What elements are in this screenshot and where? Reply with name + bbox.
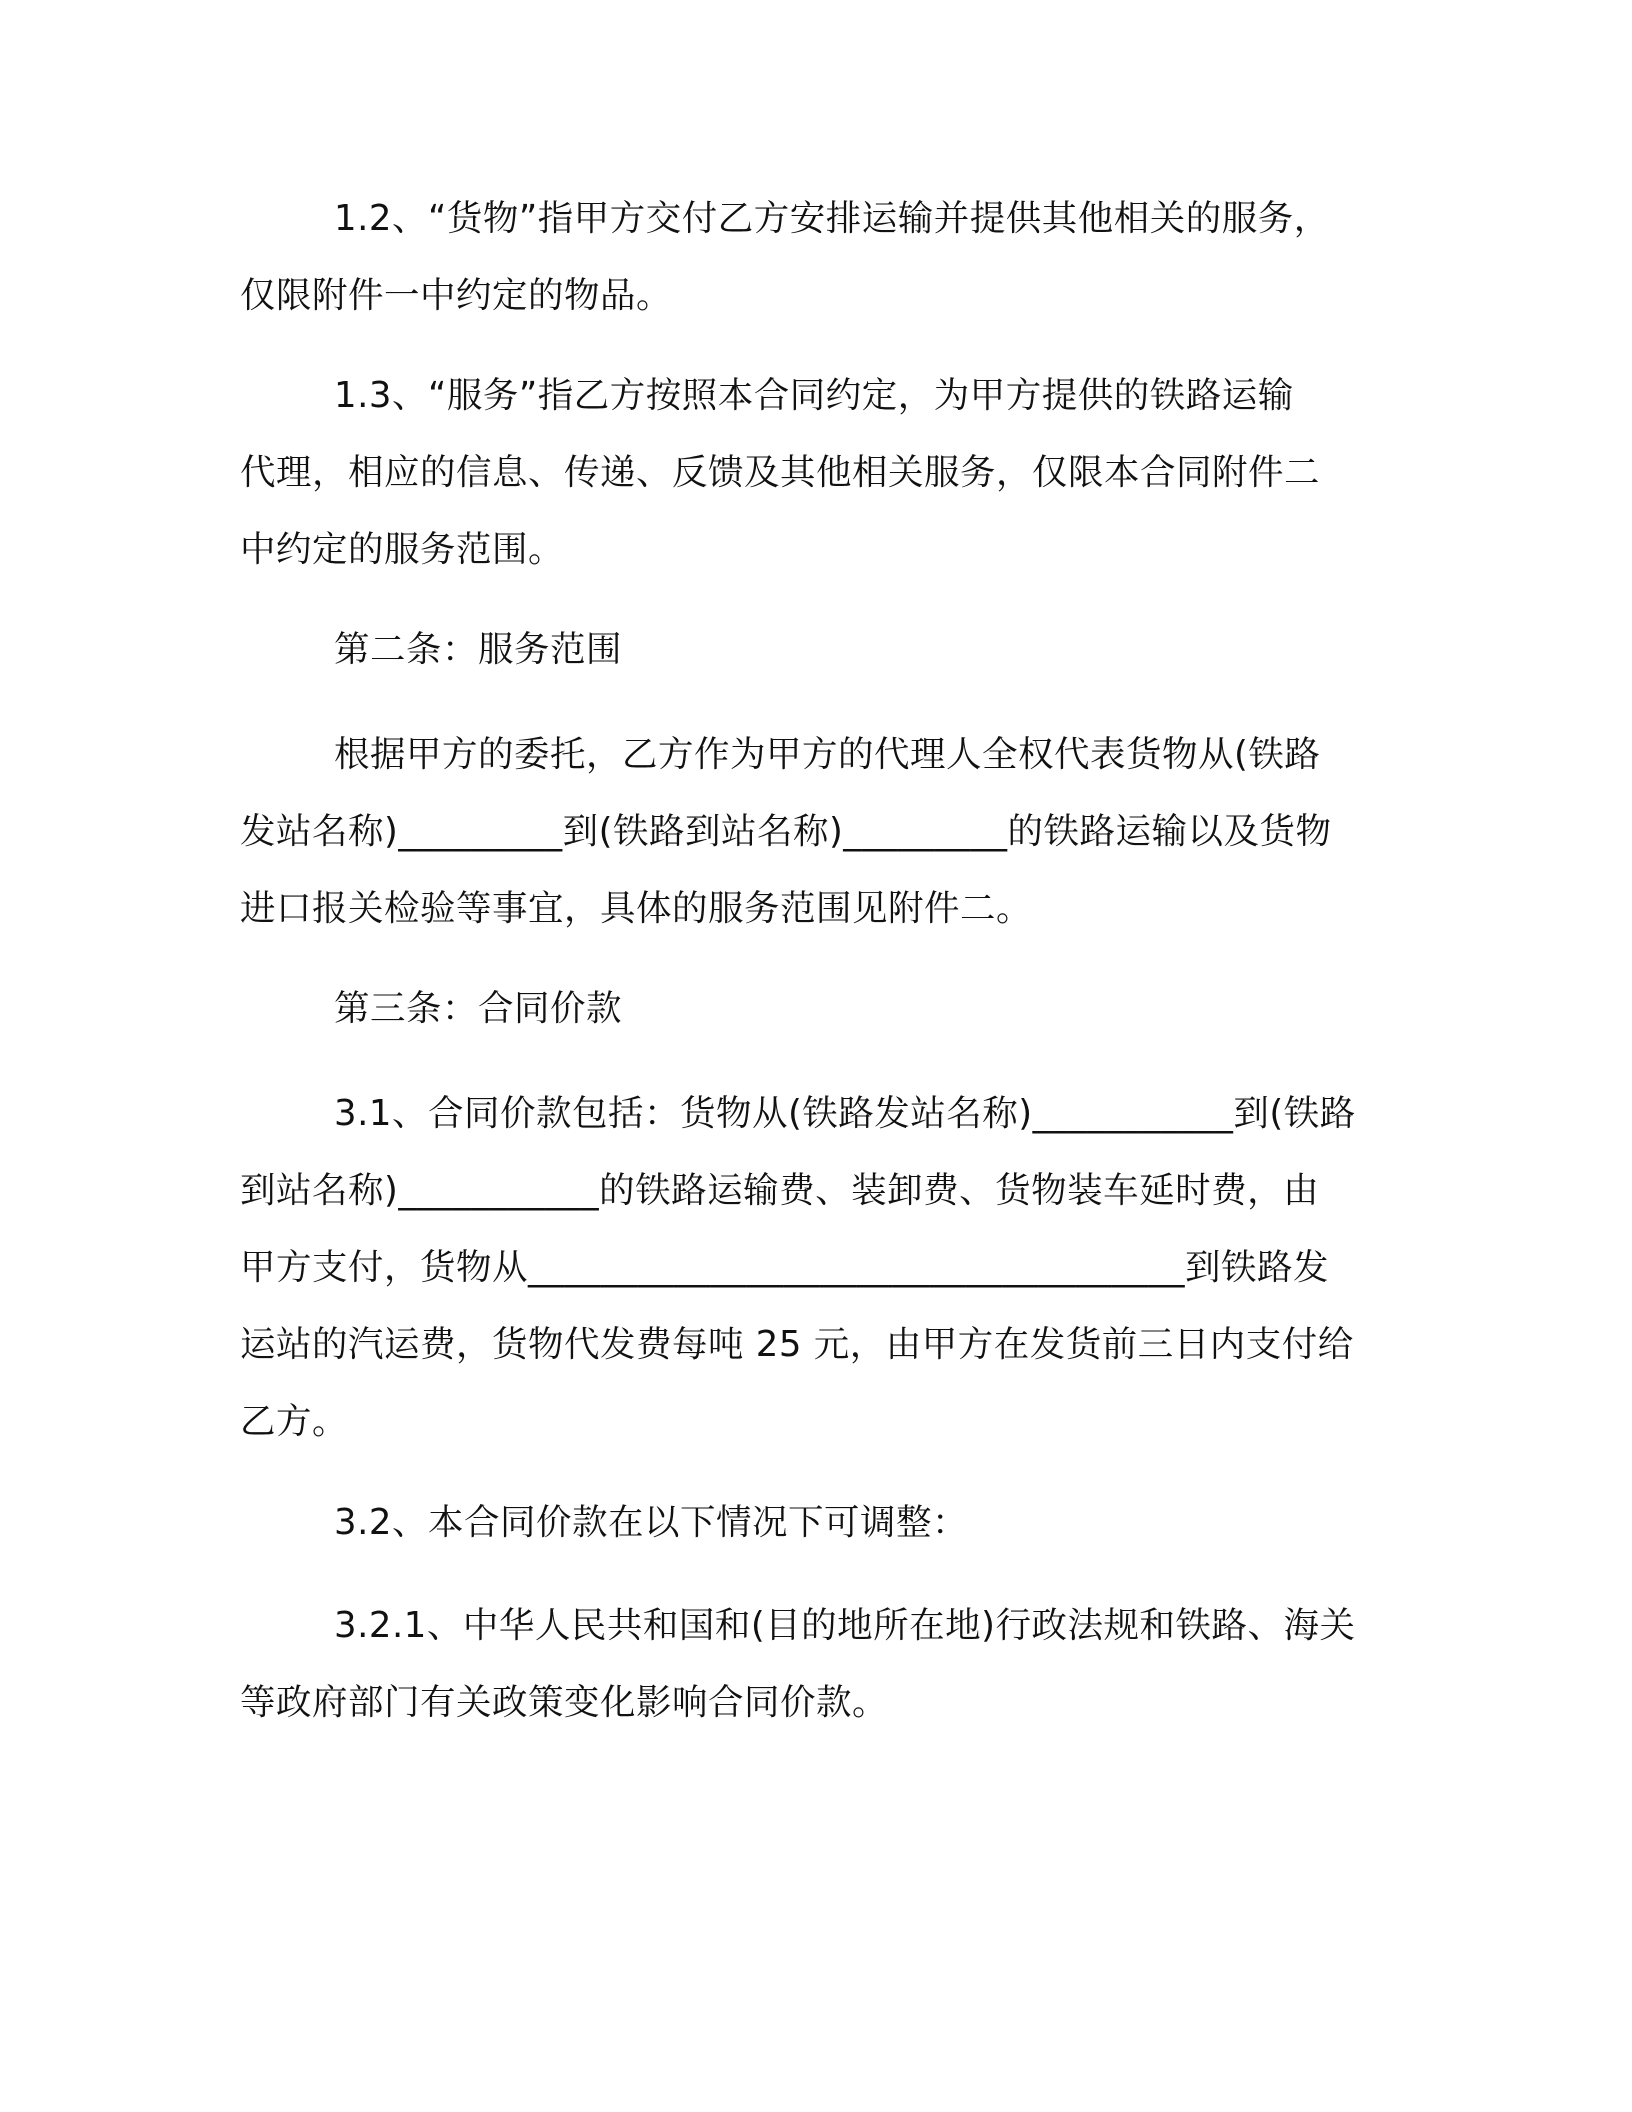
text-line: 中约定的服务范围。	[240, 529, 565, 570]
text-line: 甲方支付，货物从____________________________________到铁路发	[240, 1247, 1330, 1288]
text-line: 发站名称)_________到(铁路到站名称)_________的铁路运输以及货物	[240, 811, 1332, 852]
text-line: 乙方。	[240, 1401, 349, 1442]
heading-text: 第二条：服务范围	[334, 629, 623, 670]
paragraph-article-2	[240, 716, 1380, 947]
text-line: 根据甲方的委托，乙方作为甲方的代理人全权代表货物从(铁路	[334, 734, 1321, 775]
paragraph-3-2-1	[240, 1587, 1380, 1741]
text-line: 3.1、合同价款包括：货物从(铁路发站名称)___________到(铁路	[334, 1093, 1356, 1134]
text-line: 3.2、本合同价款在以下情况下可调整：	[334, 1502, 968, 1543]
article-3-heading	[240, 970, 1380, 1047]
text-line: 仅限附件一中约定的物品。	[240, 275, 673, 316]
text-line: 3.2.1、中华人民共和国和(目的地所在地)行政法规和铁路、海关	[334, 1605, 1356, 1646]
paragraph-1-3	[240, 357, 1380, 588]
heading-text: 第三条：合同价款	[334, 988, 623, 1029]
text-line: 运站的汽运费，货物代发费每吨 25 元，由甲方在发货前三日内支付给	[240, 1324, 1354, 1365]
text-line: 1.2、“货物”指甲方交付乙方安排运输并提供其他相关的服务，	[334, 198, 1330, 239]
paragraph-1-2	[240, 180, 1380, 334]
article-2-heading	[240, 611, 1380, 688]
text-line: 等政府部门有关政策变化影响合同价款。	[240, 1682, 889, 1723]
text-line: 1.3、“服务”指乙方按照本合同约定，为甲方提供的铁路运输	[334, 375, 1294, 416]
text-line: 代理，相应的信息、传递、反馈及其他相关服务，仅限本合同附件二	[240, 452, 1321, 493]
paragraph-3-1	[240, 1075, 1380, 1460]
text-line: 到站名称)___________的铁路运输费、装卸费、货物装车延时费，由	[240, 1170, 1320, 1211]
paragraph-3-2	[240, 1484, 1380, 1561]
text-line: 进口报关检验等事宜，具体的服务范围见附件二。	[240, 888, 1033, 929]
